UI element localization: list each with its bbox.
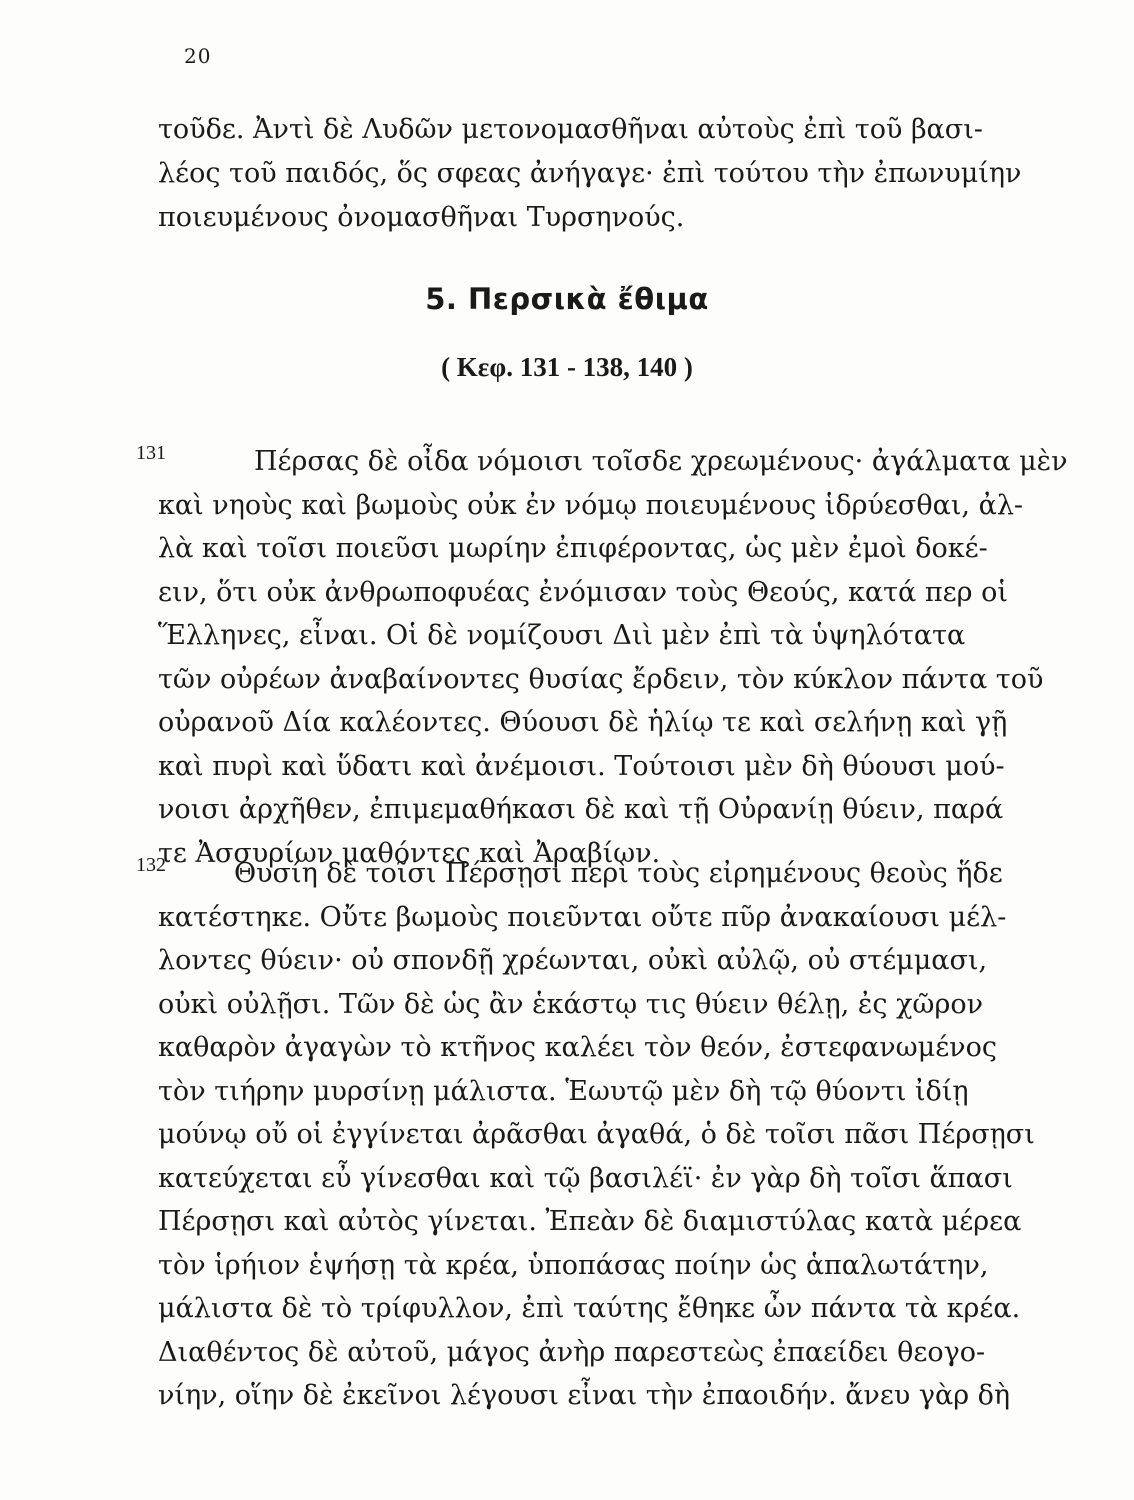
text-line: οὐρανοῦ Δία καλέοντες. Θύουσι δὲ ἡλίῳ τε καὶ σελήνῃ καὶ γῇ — [158, 707, 1008, 738]
section-number: 131 — [136, 442, 166, 464]
text-line: λοντες θύειν· οὐ σπονδῇ χρέωνται, οὐκὶ αὐλῷ, οὐ στέμμασι, — [158, 945, 988, 976]
text-line: ειν, ὅτι οὐκ ἀνθρωποφυέας ἐνόμισαν τοὺς Θεούς, κατά περ οἱ — [158, 576, 1008, 608]
page-number: 20 — [184, 44, 212, 68]
text-line: νοισι ἀρχῆθεν, ἐπιμεμαθήκασι δὲ καὶ τῇ Οὐρανίῃ θύειν, παρά — [158, 794, 1004, 825]
text-line: τὸν τιήρην μυρσίνῃ μάλιστα. Ἑωυτῷ μὲν δὴ τῷ θύοντι ἰδίῃ — [158, 1075, 969, 1107]
chapter-reference: ( Κεφ. 131 - 138, 140 ) — [441, 352, 693, 382]
text-line: ποιευμένους ὀνομασθῆναι Τυρσηνούς. — [158, 202, 685, 233]
text-line: Πέρσας δὲ οἶδα νόμοισι τοῖσδε χρεωμένους· ἀγάλματα μὲν — [254, 446, 1068, 477]
intro-paragraph — [158, 108, 1022, 240]
text-line: τοῦδε. Ἀντὶ δὲ Λυδῶν μετονομασθῆναι αὐτοὺς ἐπὶ τοῦ βασι- — [158, 114, 983, 145]
text-line: Πέρσῃσι καὶ αὐτὸς γίνεται. Ἐπεὰν δὲ διαμιστύλας κατὰ μέρεα — [158, 1206, 1022, 1237]
text-line: τε Ἀσσυρίων μαθόντες καὶ Ἀραβίων. — [158, 837, 661, 869]
text-line: καὶ πυρὶ καὶ ὕδατι καὶ ἀνέμοισι. Τούτοισι μὲν δὴ θύουσι μού- — [158, 750, 1005, 782]
section-heading: 5. Περσικὰ ἔθιμα — [425, 282, 709, 316]
text-line: τὸν ἱρήιον ἑψήσῃ τὰ κρέα, ὑποπάσας ποίην ὡς ἁπαλωτάτην, — [158, 1249, 989, 1281]
text-line: Ἕλληνες, εἶναι. Οἱ δὲ νομίζουσι Διὶ μὲν ἐπὶ τὰ ὑψηλότατα — [158, 620, 966, 651]
text-line: λέος τοῦ παιδός, ὅς σφεας ἀνήγαγε· ἐπὶ τούτου τὴν ἐπωνυμίην — [158, 158, 1022, 189]
text-line: Διαθέντος δὲ αὐτοῦ, μάγος ἀνὴρ παρεστεὼς ἐπαείδει θεογο- — [158, 1336, 986, 1368]
text-line: μάλιστα δὲ τὸ τρίφυλλον, ἐπὶ ταύτης ἔθηκε ὦν πάντα τὰ κρέα. — [158, 1293, 1021, 1324]
text-line: κατέστηκε. Οὔτε βωμοὺς ποιεῦνται οὔτε πῦρ ἀνακαίουσι μέλ- — [158, 901, 1007, 933]
text-line: τῶν οὐρέων ἀναβαίνοντες θυσίας ἔρδειν, τὸν κύκλον πάντα τοῦ — [158, 663, 1044, 695]
text-line: κατεύχεται εὖ γίνεσθαι καὶ τῷ βασιλέϊ· ἐν γὰρ δὴ τοῖσι ἅπασι — [158, 1162, 1013, 1194]
text-line: νίην, οἵην δὲ ἐκεῖνοι λέγουσι εἶναι τὴν ἐπαοιδήν. ἄνευ γὰρ δὴ — [158, 1380, 1011, 1411]
section-132 — [136, 852, 1038, 1418]
text-line: καθαρὸν ἀγαγὼν τὸ κτῆνος καλέει τὸν θεόν, ἐστεφανωμένος — [158, 1032, 997, 1063]
text-line: λὰ καὶ τοῖσι ποιεῦσι μωρίην ἐπιφέροντας, ὡς μὲν ἐμοὶ δοκέ- — [158, 533, 988, 564]
text-line: μούνῳ οὔ οἱ ἐγγίνεται ἀρᾶσθαι ἀγαθά, ὁ δὲ τοῖσι πᾶσι Πέρσῃσι — [158, 1119, 1035, 1150]
text-line: καὶ νηοὺς καὶ βωμοὺς οὐκ ἐν νόμῳ ποιευμένους ἱδρύεσθαι, ἀλ- — [158, 489, 1024, 521]
section-number: 132 — [136, 854, 166, 876]
text-line: οὐκὶ οὐλῇσι. Τῶν δὲ ὡς ἂν ἑκάστῳ τις θύειν θέλῃ, ἐς χῶρον — [158, 988, 983, 1020]
text-line: Θυσίη δὲ τοῖσι Πέρσῃσι περὶ τοὺς εἰρημένους θεοὺς ἥδε — [234, 858, 1003, 889]
